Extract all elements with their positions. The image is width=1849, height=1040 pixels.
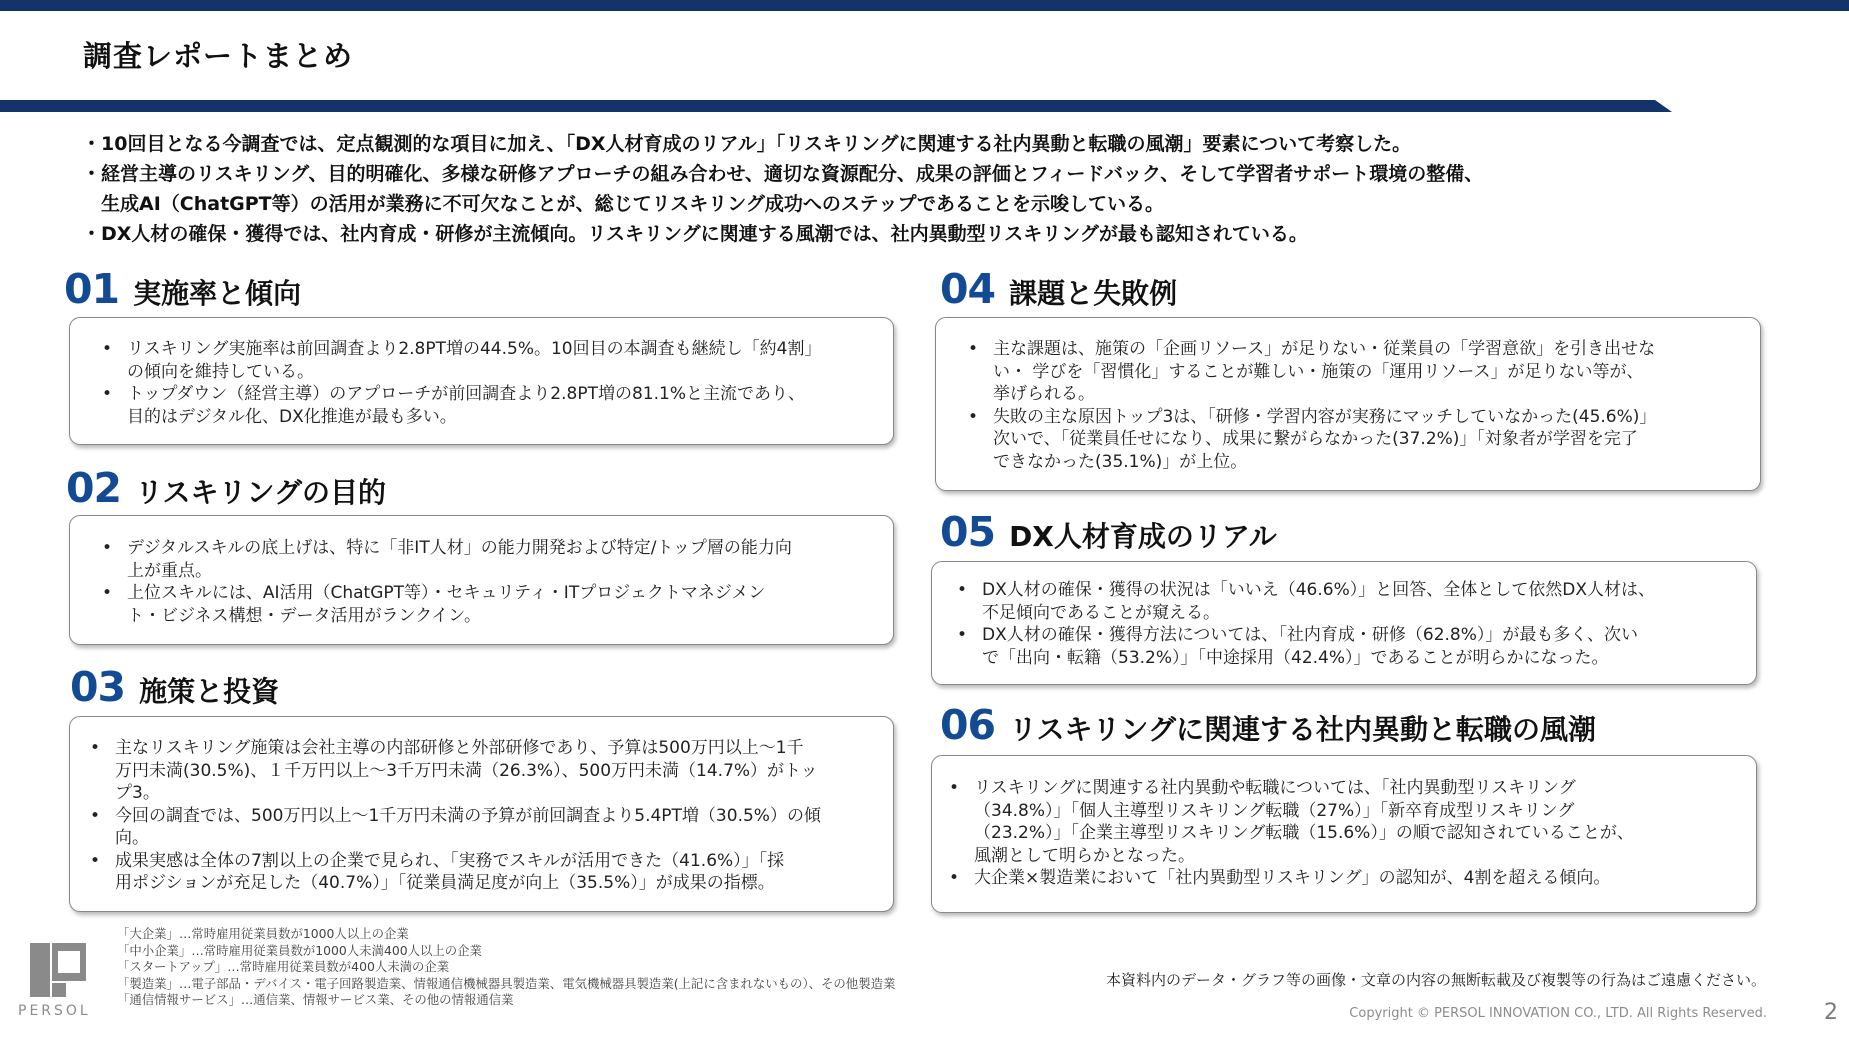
footnotes (117, 926, 895, 1009)
intro-line: ・DX人材の確保・獲得では、社内育成・研修が主流傾向。リスキリングに関連する風潮では、社内異動型リスキリングが最も認知されている。 (82, 223, 1308, 245)
footnote-line: 「製造業」…電子部品・デバイス・電子回路製造業、情報通信機械器具製造業、電気機械器具製造業(上記に含まれないもの）、その他製造業 (117, 975, 896, 991)
section-number: 03 (70, 663, 126, 711)
footnote-line: 「大企業」…常時雇用従業員数が1000人以上の企業 (117, 926, 409, 941)
intro-line: 生成AI（ChatGPT等）の活用が業務に不可欠なことが、総じてリスキリング成功へのステップであることを示唆している。 (82, 193, 1165, 215)
section-title: リスキリングの目的 (135, 476, 386, 509)
section-number: 04 (940, 265, 996, 313)
intro-line: ・経営主導のリスキリング、目的明確化、多様な研修アプローチの組み合わせ、適切な資源配分、成果の評価とフィードバック、そして学習者サポート環境の整備、 (82, 163, 1484, 185)
section-06-box (931, 755, 1757, 913)
copyright-text: Copyright © PERSOL INNOVATION CO., LTD. All Rights Reserved. (1349, 1006, 1767, 1021)
bullet-item: • トップダウン（経営主導）のアプローチが前回調査より2.8PT増の81.1%と主流であり、 目的はデジタル化、DX化推進が最も多い。 (127, 383, 873, 428)
bullet-item: • 主な課題は、施策の「企画リソース」が足りない・従業員の「学習意欲」を引き出せな い・ 学びを「習慣化」することが難しい・施策の「運用リソース」が足りない等が、 挙げられる。 (993, 338, 1740, 406)
section-01-heading (64, 265, 301, 313)
section-02-heading (66, 464, 386, 512)
title-underline-bar (0, 100, 1672, 112)
section-03-box (69, 716, 894, 912)
bullet-item: • 主なリスキリング施策は会社主導の内部研修と外部研修であり、予算は500万円以上～1千 万円未満(30.5%)、１千万円以上～3千万円未満（26.3%）、500万円未満（14.7%）がトッ プ3。 (115, 737, 875, 805)
page-title: 調査レポートまとめ (83, 39, 354, 73)
bullet-item: • デジタルスキルの底上げは、特に「非IT人材」の能力開発および特定/トップ層の能力向 上が重点。 (127, 537, 873, 582)
intro-summary (82, 129, 1483, 249)
bullet-item: • DX人材の確保・獲得の状況は「いいえ（46.6%）」と回答、全体として依然DX人材は、 不足傾向であることが窺える。 (982, 579, 1738, 624)
bullet-item: • 今回の調査では、500万円以上～1千万円未満の予算が前回調査より5.4PT増（30.5%）の傾 向。 (115, 805, 875, 850)
section-number: 06 (940, 701, 996, 749)
footnote-line: 「スタートアップ」…常時雇用従業員数が400人未満の企業 (117, 959, 450, 975)
footnote-line: 「通信情報サービス」…通信業、情報サービス業、その他の情報通信業 (117, 992, 514, 1008)
section-title: 実施率と傾向 (133, 277, 302, 310)
section-03-heading (70, 663, 279, 711)
footnote-line: 「中小企業」…常時雇用従業員数が1000人未満400人以上の企業 (117, 942, 482, 958)
section-02-box (69, 515, 894, 645)
page-number: 2 (1824, 1000, 1838, 1025)
bullet-item: • 成果実感は全体の7割以上の企業で見られ、「実務でスキルが活用できた（41.6%）」「採 用ポジションが充足した（40.7%）」「従業員満足度が向上（35.5%）」が成果の指標。 (115, 850, 875, 895)
persol-logo-icon (18, 941, 94, 999)
logo-text: PERSOL (18, 1003, 91, 1019)
bullet-item: • 大企業×製造業において「社内異動型リスキリング」の認知が、4割を超える傾向。 (974, 867, 1738, 890)
bullet-item: • 上位スキルには、AI活用（ChatGPT等）・セキュリティ・ITプロジェクトマネジメン ト・ビジネス構想・データ活用がランクイン。 (127, 582, 873, 627)
section-05-heading (940, 508, 1277, 556)
section-01-box (69, 317, 894, 445)
top-accent-bar (0, 0, 1849, 11)
section-number: 02 (66, 464, 122, 512)
copyright-notice: 本資料内のデータ・グラフ等の画像・文章の内容の無断転載及び複製等の行為はご遠慮ください。 (1105, 971, 1766, 989)
bullet-item: • DX人材の確保・獲得方法については、「社内育成・研修（62.8%）」が最も多く、次い で「出向・転籍（53.2%）」「中途採用（42.4%）」であることが明らかになった。 (982, 624, 1738, 669)
section-number: 05 (940, 508, 996, 556)
section-04-heading (940, 265, 1177, 313)
section-title: DX人材育成のリアル (1009, 520, 1277, 553)
section-05-box (931, 561, 1757, 685)
section-04-box (935, 317, 1761, 491)
intro-line: ・10回目となる今調査では、定点観測的な項目に加え、「DX人材育成のリアル」「リスキリングに関連する社内異動と転職の風潮」要素について考察した。 (82, 133, 1412, 155)
section-title: 施策と投資 (139, 675, 280, 708)
section-06-heading (940, 701, 1596, 749)
section-number: 01 (64, 265, 120, 313)
bullet-item: • 失敗の主な原因トップ3は、「研修・学習内容が実務にマッチしていなかった(45.6%)」 次いで、「従業員任せになり、成果に繋がらなかった(37.2%)」「対象者が学習を完了 できなかった(35.1%)」が上位。 (993, 406, 1740, 474)
section-title: リスキリングに関連する社内異動と転職の風潮 (1009, 713, 1596, 746)
section-title: 課題と失敗例 (1009, 277, 1178, 310)
bullet-item: • リスキリング実施率は前回調査より2.8PT増の44.5%。10回目の本調査も継続し「約4割」 の傾向を維持している。 (127, 338, 873, 383)
bullet-item: • リスキリングに関連する社内異動や転職については、「社内異動型リスキリング （34.8%）」「個人主導型リスキリング転職（27%）」「新卒育成型リスキリング （23.2%）」「企業主導型リスキリング転職（15.6%）」の順で認知されていることが、 風潮として明らかとなった。 (974, 777, 1738, 867)
